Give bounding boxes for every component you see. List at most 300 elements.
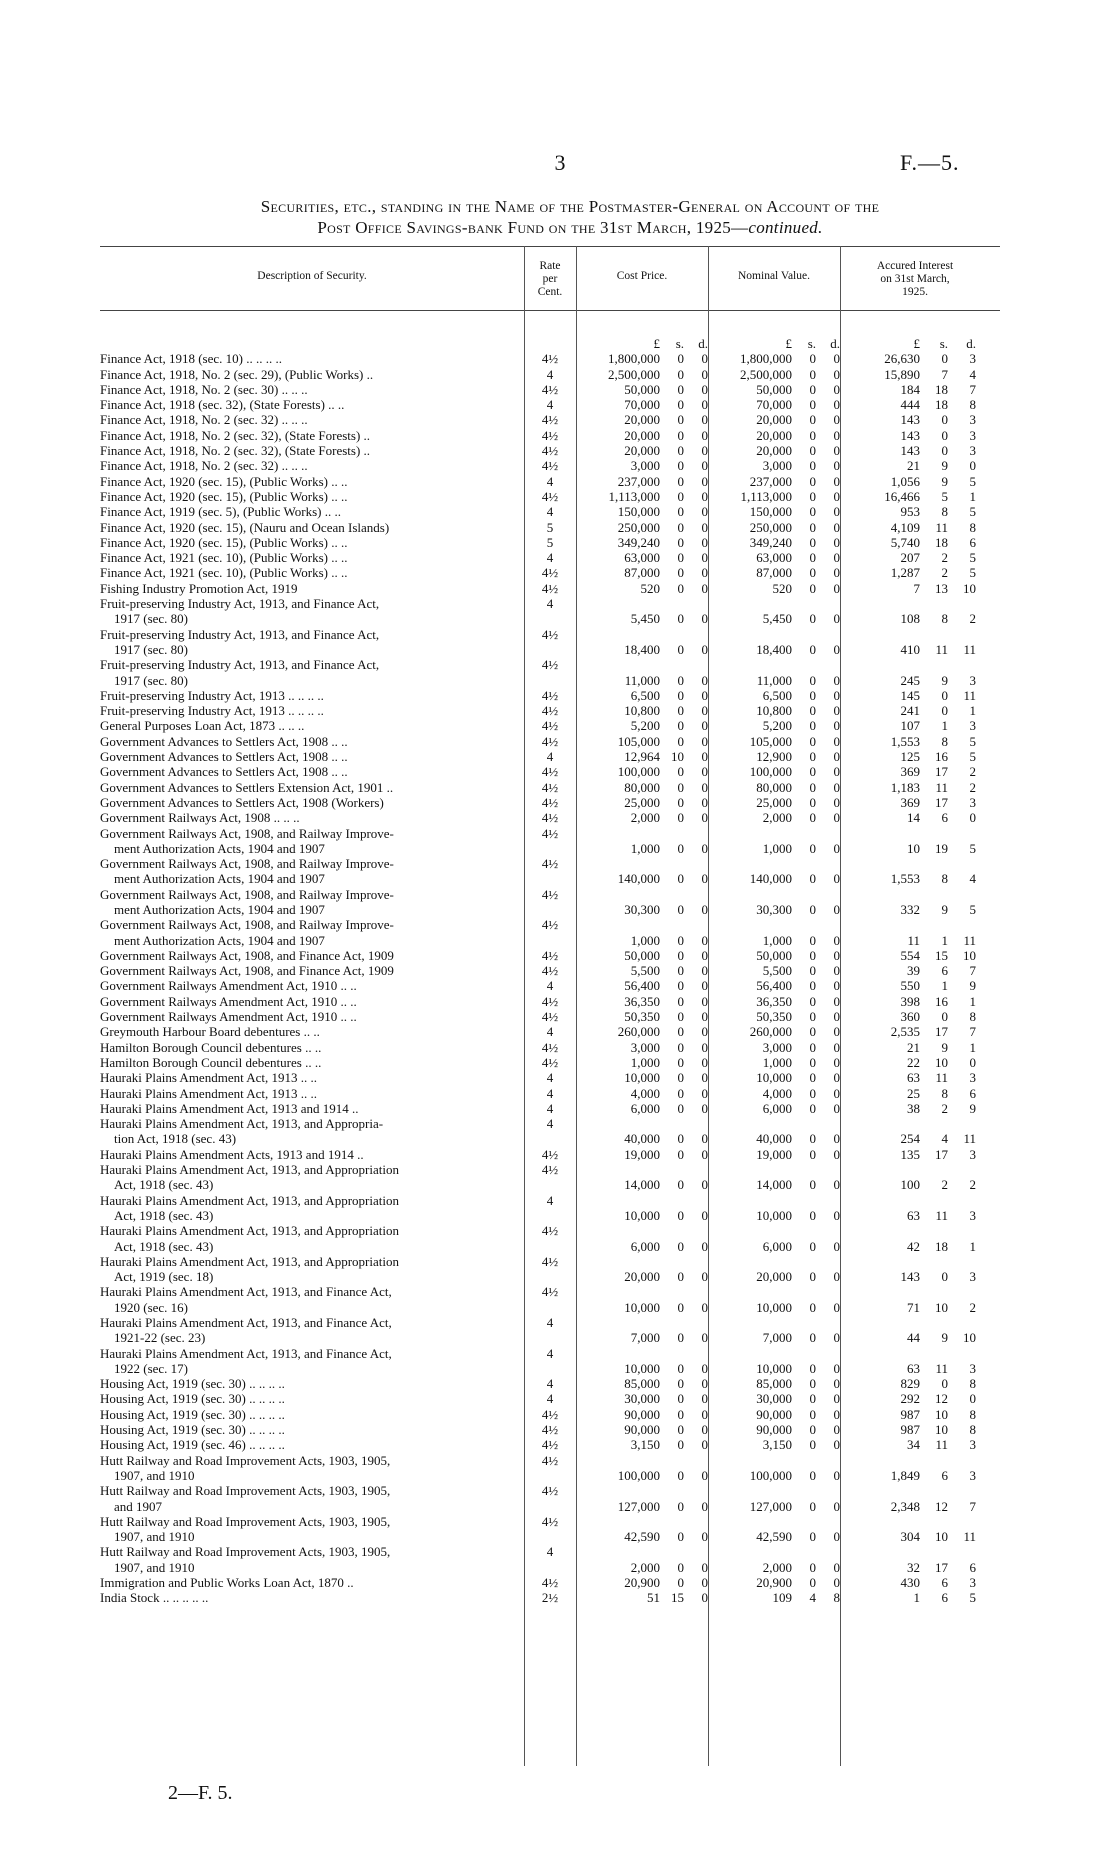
- description-line: Government Railways Act, 1908, and Finance Act, 1909: [100, 947, 394, 963]
- nominal-value-cell: [708, 1177, 840, 1192]
- cost-price-pounds: 20,000: [624, 443, 660, 459]
- accrued-interest-pounds: 207: [900, 550, 920, 566]
- rate-cell: 4: [546, 1085, 554, 1101]
- rate-cell: 4½: [541, 779, 559, 795]
- nominal-value-cell: [708, 703, 840, 718]
- cost-price-pence: 0: [701, 672, 708, 688]
- shillings-symbol: s.: [807, 336, 816, 351]
- accrued-interest-pounds: 143: [900, 427, 920, 443]
- nominal-value-shillings: 0: [809, 534, 816, 550]
- nominal-value-pence: 0: [833, 611, 840, 627]
- rate-cell: 4: [546, 596, 554, 612]
- accrued-interest-pounds: 143: [900, 443, 920, 459]
- security-description: [100, 856, 524, 887]
- accrued-interest-pounds: 304: [900, 1529, 920, 1545]
- accrued-interest-cell: [840, 367, 990, 382]
- nominal-value-pence: 0: [833, 1422, 840, 1438]
- nominal-value-pounds: 105,000: [749, 733, 792, 749]
- table-row: [100, 474, 1000, 489]
- accrued-interest-shillings: 0: [941, 351, 948, 367]
- nominal-value-pence: 0: [833, 840, 840, 856]
- nominal-value-pounds: 10,000: [756, 1070, 792, 1086]
- rate-cell: 4: [546, 1070, 554, 1086]
- cost-price-shillings: 0: [677, 1498, 684, 1514]
- accrued-interest-pounds: 21: [907, 1039, 920, 1055]
- rate-cell: 4½: [541, 657, 559, 673]
- cost-price-cell: [576, 1407, 708, 1422]
- table-row: [100, 764, 1000, 779]
- rate-cell: 4½: [541, 1452, 559, 1468]
- nominal-value-pence: 0: [833, 1330, 840, 1346]
- nominal-value-pence: 0: [833, 534, 840, 550]
- cost-price-pence: 0: [701, 1406, 708, 1422]
- accrued-interest-cell: [840, 1055, 990, 1070]
- description-line: 1917 (sec. 80): [114, 641, 189, 657]
- nominal-value-cell: [708, 1070, 840, 1085]
- cost-price-pence: 0: [701, 1559, 708, 1575]
- cost-price-shillings: 0: [677, 1039, 684, 1055]
- cost-price-pence: 0: [701, 473, 708, 489]
- pound-symbol: £: [785, 336, 792, 351]
- security-description: [100, 1193, 524, 1224]
- cost-price-shillings: 0: [677, 488, 684, 504]
- table-row: [100, 443, 1000, 458]
- nominal-value-pence: 0: [833, 672, 840, 688]
- table-row: [100, 1376, 1000, 1391]
- nominal-value-shillings: 0: [809, 1177, 816, 1193]
- accrued-interest-pounds: 254: [900, 1131, 920, 1147]
- nominal-value-pence: 0: [833, 458, 840, 474]
- cost-price-cell: [576, 367, 708, 382]
- cost-price-pounds: 1,113,000: [608, 488, 660, 504]
- cost-price-shillings: 0: [677, 351, 684, 367]
- table-row: [100, 978, 1000, 993]
- cost-price-cell: [576, 1070, 708, 1085]
- description-line: Housing Act, 1919 (sec. 30) .. .. .. ..: [100, 1406, 285, 1422]
- cost-price-shillings: 15: [671, 1590, 684, 1606]
- rate-cell: 4½: [541, 733, 559, 749]
- accrued-interest-cell: [840, 1468, 990, 1483]
- accrued-interest-shillings: 10: [935, 1422, 948, 1438]
- cost-price-pence: 0: [701, 1207, 708, 1223]
- nominal-value-pounds: 19,000: [756, 1146, 792, 1162]
- nominal-value-pounds: 3,000: [762, 1039, 792, 1055]
- accrued-interest-shillings: 16: [935, 993, 948, 1009]
- rate-cell: 4: [546, 1192, 554, 1208]
- security-description: [100, 382, 524, 397]
- description-line: 1907, and 1910: [114, 1529, 195, 1545]
- cost-price-shillings: 0: [677, 1391, 684, 1407]
- accrued-interest-cell: [840, 1560, 990, 1575]
- nominal-value-shillings: 0: [809, 1238, 816, 1254]
- accrued-interest-pounds: 100: [900, 1177, 920, 1193]
- accrued-interest-pounds: 135: [900, 1146, 920, 1162]
- table-row: [100, 994, 1000, 1009]
- cost-price-pence: 0: [701, 1085, 708, 1101]
- cost-price-cell: [576, 382, 708, 397]
- cost-price-pounds: 51: [647, 1590, 660, 1606]
- nominal-value-pence: 0: [833, 1100, 840, 1116]
- nominal-value-shillings: 0: [809, 427, 816, 443]
- table-row: [100, 581, 1000, 596]
- nominal-value-pounds: 3,150: [762, 1437, 792, 1453]
- nominal-value-shillings: 0: [809, 443, 816, 459]
- table-row: [100, 1391, 1000, 1406]
- description-line: and 1907: [114, 1498, 163, 1514]
- cost-price-shillings: 0: [677, 932, 684, 948]
- security-description: [100, 581, 524, 596]
- nominal-value-shillings: 0: [809, 749, 816, 765]
- header-bottom-rule: [100, 310, 1000, 311]
- accrued-interest-pence: 11: [963, 1131, 976, 1147]
- accrued-interest-pence: 3: [969, 412, 976, 428]
- accrued-interest-shillings: 17: [935, 1146, 948, 1162]
- table-row: [100, 412, 1000, 427]
- nominal-value-pence: 0: [833, 993, 840, 1009]
- security-description: [100, 565, 524, 580]
- accrued-interest-cell: [840, 978, 990, 993]
- description-line: Fruit-preserving Industry Act, 1913 .. .. .. ..: [100, 687, 324, 703]
- security-description: [100, 1009, 524, 1024]
- accrued-interest-pounds: 4,109: [890, 519, 920, 535]
- nominal-value-shillings: 0: [809, 978, 816, 994]
- cost-price-shillings: 0: [677, 947, 684, 963]
- table-row: [100, 657, 1000, 688]
- accrued-interest-shillings: 18: [935, 534, 948, 550]
- security-description: [100, 1422, 524, 1437]
- security-description: [100, 397, 524, 412]
- description-line: Finance Act, 1920 (sec. 15), (Public Works) .. ..: [100, 473, 348, 489]
- accrued-interest-pence: 1: [969, 1238, 976, 1254]
- nominal-value-shillings: 0: [809, 1376, 816, 1392]
- rate-cell: 5: [546, 519, 554, 535]
- table-row: [100, 351, 1000, 366]
- cost-price-shillings: 0: [677, 1238, 684, 1254]
- nominal-value-pence: 0: [833, 1299, 840, 1315]
- nominal-value-cell: [708, 581, 840, 596]
- table-row: [100, 1040, 1000, 1055]
- accrued-interest-cell: [840, 520, 990, 535]
- description-line: Hutt Railway and Road Improvement Acts, 1903, 1905,: [100, 1513, 391, 1529]
- nominal-value-pence: 0: [833, 1406, 840, 1422]
- description-line: Hamilton Borough Council debentures .. ..: [100, 1054, 322, 1070]
- cost-price-pounds: 50,000: [624, 947, 660, 963]
- accrued-interest-pence: 10: [963, 580, 976, 596]
- nominal-value-pence: 0: [833, 381, 840, 397]
- nominal-value-shillings: 0: [809, 381, 816, 397]
- accrued-interest-shillings: 0: [941, 687, 948, 703]
- nominal-value-cell: [708, 1560, 840, 1575]
- description-line: ment Authorization Acts, 1904 and 1907: [114, 840, 325, 856]
- cost-price-cell: [576, 351, 708, 366]
- cost-price-pence: 0: [701, 580, 708, 596]
- accrued-interest-pence: 11: [963, 687, 976, 703]
- accrued-interest-cell: [840, 412, 990, 427]
- accrued-interest-cell: [840, 780, 990, 795]
- cost-price-cell: [576, 734, 708, 749]
- cost-price-pence: 0: [701, 1238, 708, 1254]
- nominal-value-cell: [708, 948, 840, 963]
- description-line: Finance Act, 1918 (sec. 10) .. .. .. ..: [100, 351, 282, 367]
- accrued-interest-cell: [840, 1422, 990, 1437]
- accrued-interest-shillings: 18: [935, 397, 948, 413]
- accrued-interest-cell: [840, 1024, 990, 1039]
- table-row: [100, 565, 1000, 580]
- accrued-interest-pounds: 1,849: [890, 1467, 920, 1483]
- nominal-value-pence: 0: [833, 1131, 840, 1147]
- nominal-value-cell: [708, 1208, 840, 1223]
- description-line: Government Railways Act, 1908, and Railway Improve-: [100, 856, 394, 872]
- cost-price-shillings: 0: [677, 1207, 684, 1223]
- nominal-value-pence: 8: [833, 1590, 840, 1606]
- rate-cell: 4½: [541, 810, 559, 826]
- accrued-interest-pounds: 1,183: [890, 779, 920, 795]
- rate-cell: 4: [546, 1100, 554, 1116]
- table-row: [100, 948, 1000, 963]
- description-line: Government Advances to Settlers Act, 1908 (Workers): [100, 794, 384, 810]
- cost-price-shillings: 0: [677, 1131, 684, 1147]
- nominal-value-shillings: 0: [809, 1131, 816, 1147]
- accrued-interest-pounds: 39: [907, 963, 920, 979]
- accrued-interest-pence: 3: [969, 672, 976, 688]
- accrued-interest-cell: [840, 673, 990, 688]
- nominal-value-cell: [708, 1376, 840, 1391]
- rate-cell: 4½: [541, 886, 559, 902]
- table-row: [100, 1315, 1000, 1346]
- accrued-interest-shillings: 11: [935, 1437, 948, 1453]
- rate-cell: 4: [546, 1544, 554, 1560]
- accrued-interest-pounds: 444: [900, 397, 920, 413]
- cost-price-cell: [576, 795, 708, 810]
- accrued-interest-pounds: 16,466: [884, 488, 920, 504]
- cost-price-pence: 0: [701, 779, 708, 795]
- accrued-interest-pounds: 829: [900, 1376, 920, 1392]
- security-description: [100, 458, 524, 473]
- accrued-interest-shillings: 8: [941, 1085, 948, 1101]
- nominal-value-pence: 0: [833, 351, 840, 367]
- nominal-value-pounds: 50,000: [756, 947, 792, 963]
- accrued-interest-shillings: 6: [941, 1590, 948, 1606]
- security-description: [100, 489, 524, 504]
- accrued-interest-cell: [840, 1009, 990, 1024]
- security-description: [100, 627, 524, 658]
- description-line: Hamilton Borough Council debentures .. ..: [100, 1039, 322, 1055]
- cost-price-cell: [576, 1529, 708, 1544]
- table-row: [100, 1422, 1000, 1437]
- nominal-value-pence: 0: [833, 1498, 840, 1514]
- accrued-interest-pounds: 1,553: [890, 871, 920, 887]
- cost-price-shillings: 0: [677, 1100, 684, 1116]
- cost-price-cell: [576, 1269, 708, 1284]
- nominal-value-cell: [708, 1300, 840, 1315]
- accrued-interest-cell: [840, 642, 990, 657]
- cost-price-pence: 0: [701, 963, 708, 979]
- accrued-interest-pence: 3: [969, 1146, 976, 1162]
- nominal-value-pence: 0: [833, 427, 840, 443]
- accrued-interest-pence: 2: [969, 764, 976, 780]
- cost-price-pence: 0: [701, 871, 708, 887]
- description-line: Finance Act, 1920 (sec. 15), (Public Works) .. ..: [100, 534, 348, 550]
- cost-price-cell: [576, 673, 708, 688]
- security-description: [100, 1391, 524, 1406]
- description-line: Fishing Industry Promotion Act, 1919: [100, 580, 298, 596]
- description-line: Hauraki Plains Amendment Act, 1913, and Appropriation: [100, 1192, 399, 1208]
- cost-price-shillings: 0: [677, 443, 684, 459]
- rate-cell: 4½: [541, 1422, 559, 1438]
- nominal-value-cell: [708, 841, 840, 856]
- table-row: [100, 718, 1000, 733]
- description-line: Government Advances to Settlers Act, 1908 .. ..: [100, 733, 348, 749]
- accrued-interest-shillings: 2: [941, 1100, 948, 1116]
- rate-cell: 4½: [541, 825, 559, 841]
- nominal-value-pounds: 140,000: [749, 871, 792, 887]
- nominal-value-cell: [708, 734, 840, 749]
- cost-price-pence: 0: [701, 1330, 708, 1346]
- accrued-interest-pounds: 10: [907, 840, 920, 856]
- cost-price-cell: [576, 871, 708, 886]
- cost-price-shillings: 0: [677, 580, 684, 596]
- accrued-interest-pence: 0: [969, 458, 976, 474]
- cost-price-pence: 0: [701, 1391, 708, 1407]
- accrued-interest-shillings: 0: [941, 1376, 948, 1392]
- cost-price-pence: 0: [701, 764, 708, 780]
- nominal-value-cell: [708, 1575, 840, 1590]
- nominal-value-cell: [708, 1239, 840, 1254]
- cost-price-pounds: 50,350: [624, 1009, 660, 1025]
- table-row: [100, 1223, 1000, 1254]
- pence-symbol: d.: [698, 336, 708, 351]
- description-line: Government Railways Act, 1908, and Railway Improve-: [100, 917, 394, 933]
- accrued-interest-pence: 6: [969, 534, 976, 550]
- cost-price-shillings: 0: [677, 1177, 684, 1193]
- cost-price-shillings: 0: [677, 534, 684, 550]
- cost-price-pence: 0: [701, 840, 708, 856]
- description-line: Housing Act, 1919 (sec. 30) .. .. .. ..: [100, 1422, 285, 1438]
- cost-price-pounds: 10,800: [624, 703, 660, 719]
- accrued-interest-cell: [840, 795, 990, 810]
- nominal-value-pounds: 5,500: [762, 963, 792, 979]
- security-description: [100, 948, 524, 963]
- cost-price-pence: 0: [701, 1498, 708, 1514]
- nominal-value-shillings: 0: [809, 963, 816, 979]
- cost-price-pounds: 7,000: [630, 1330, 660, 1346]
- accrued-interest-pounds: 398: [900, 993, 920, 1009]
- accrued-interest-shillings: 13: [935, 580, 948, 596]
- description-line: Act, 1918 (sec. 43): [114, 1177, 214, 1193]
- nominal-value-pounds: 5,200: [762, 718, 792, 734]
- description-line: Hauraki Plains Amendment Act, 1913, and Appropriation: [100, 1253, 399, 1269]
- security-description: [100, 504, 524, 519]
- description-line: Finance Act, 1918, No. 2 (sec. 32), (State Forests) ..: [100, 427, 371, 443]
- nominal-value-cell: [708, 1361, 840, 1376]
- cost-price-pounds: 6,000: [630, 1238, 660, 1254]
- description-line: Finance Act, 1920 (sec. 15), (Public Works) .. ..: [100, 488, 348, 504]
- nominal-value-shillings: 0: [809, 1529, 816, 1545]
- cost-price-pence: 0: [701, 458, 708, 474]
- cost-price-cell: [576, 1499, 708, 1514]
- nominal-value-pounds: 42,590: [756, 1529, 792, 1545]
- cost-price-shillings: 0: [677, 1529, 684, 1545]
- cost-price-cell: [576, 994, 708, 1009]
- nominal-value-pence: 0: [833, 1238, 840, 1254]
- cost-price-shillings: 0: [677, 764, 684, 780]
- description-line: Government Railways Act, 1908, and Finance Act, 1909: [100, 963, 394, 979]
- nominal-value-pence: 0: [833, 963, 840, 979]
- nominal-value-cell: [708, 351, 840, 366]
- cost-price-pence: 0: [701, 932, 708, 948]
- description-line: Act, 1918 (sec. 43): [114, 1207, 214, 1223]
- cost-price-pence: 0: [701, 1360, 708, 1376]
- rate-cell: 4½: [541, 1009, 559, 1025]
- table-row: [100, 963, 1000, 978]
- accrued-interest-cell: [840, 1300, 990, 1315]
- accrued-interest-shillings: 2: [941, 550, 948, 566]
- accrued-interest-pence: 11: [963, 932, 976, 948]
- nominal-value-shillings: 0: [809, 504, 816, 520]
- nominal-value-pence: 0: [833, 550, 840, 566]
- nominal-value-pounds: 4,000: [762, 1085, 792, 1101]
- description-line: Finance Act, 1918, No. 2 (sec. 30) .. .. ..: [100, 381, 308, 397]
- nominal-value-shillings: 0: [809, 366, 816, 382]
- cost-price-shillings: 0: [677, 1559, 684, 1575]
- cost-price-pounds: 90,000: [624, 1422, 660, 1438]
- cost-price-cell: [576, 703, 708, 718]
- pence-symbol: d.: [966, 336, 976, 351]
- cost-price-shillings: 0: [677, 1360, 684, 1376]
- nominal-value-pence: 0: [833, 901, 840, 917]
- cost-price-cell: [576, 841, 708, 856]
- nominal-value-cell: [708, 1437, 840, 1452]
- nominal-value-shillings: 0: [809, 397, 816, 413]
- cost-price-shillings: 0: [677, 550, 684, 566]
- cost-price-pence: 0: [701, 641, 708, 657]
- cost-price-shillings: 0: [677, 1330, 684, 1346]
- nominal-value-shillings: 0: [809, 1406, 816, 1422]
- rate-cell: 4: [546, 1345, 554, 1361]
- table-row: [100, 917, 1000, 948]
- accrued-interest-cell: [840, 933, 990, 948]
- description-line: Finance Act, 1921 (sec. 10), (Public Works) .. ..: [100, 565, 348, 581]
- nominal-value-pounds: 1,000: [762, 1054, 792, 1070]
- accrued-interest-pounds: 11: [907, 932, 920, 948]
- cost-price-shillings: 0: [677, 963, 684, 979]
- accrued-interest-cell: [840, 611, 990, 626]
- security-description: [100, 1346, 524, 1377]
- cost-price-shillings: 0: [677, 519, 684, 535]
- nominal-value-shillings: 0: [809, 412, 816, 428]
- security-description: [100, 596, 524, 627]
- accrued-interest-pence: 0: [969, 810, 976, 826]
- cost-price-cell: [576, 489, 708, 504]
- table-row: [100, 382, 1000, 397]
- accrued-interest-pence: 8: [969, 1422, 976, 1438]
- nominal-value-pence: 0: [833, 1437, 840, 1453]
- nominal-value-cell: [708, 535, 840, 550]
- nominal-value-pounds: 12,900: [756, 749, 792, 765]
- table-row: [100, 397, 1000, 412]
- rate-cell: 4½: [541, 993, 559, 1009]
- cost-price-cell: [576, 1437, 708, 1452]
- accrued-interest-shillings: 17: [935, 1559, 948, 1575]
- description-line: Government Railways Act, 1908, and Railway Improve-: [100, 825, 394, 841]
- nominal-value-pence: 0: [833, 947, 840, 963]
- security-description: [100, 367, 524, 382]
- description-line: Finance Act, 1920 (sec. 15), (Nauru and Ocean Islands): [100, 519, 390, 535]
- accrued-interest-pence: 3: [969, 1269, 976, 1285]
- nominal-value-shillings: 0: [809, 993, 816, 1009]
- security-description: [100, 795, 524, 810]
- accrued-interest-shillings: 17: [935, 794, 948, 810]
